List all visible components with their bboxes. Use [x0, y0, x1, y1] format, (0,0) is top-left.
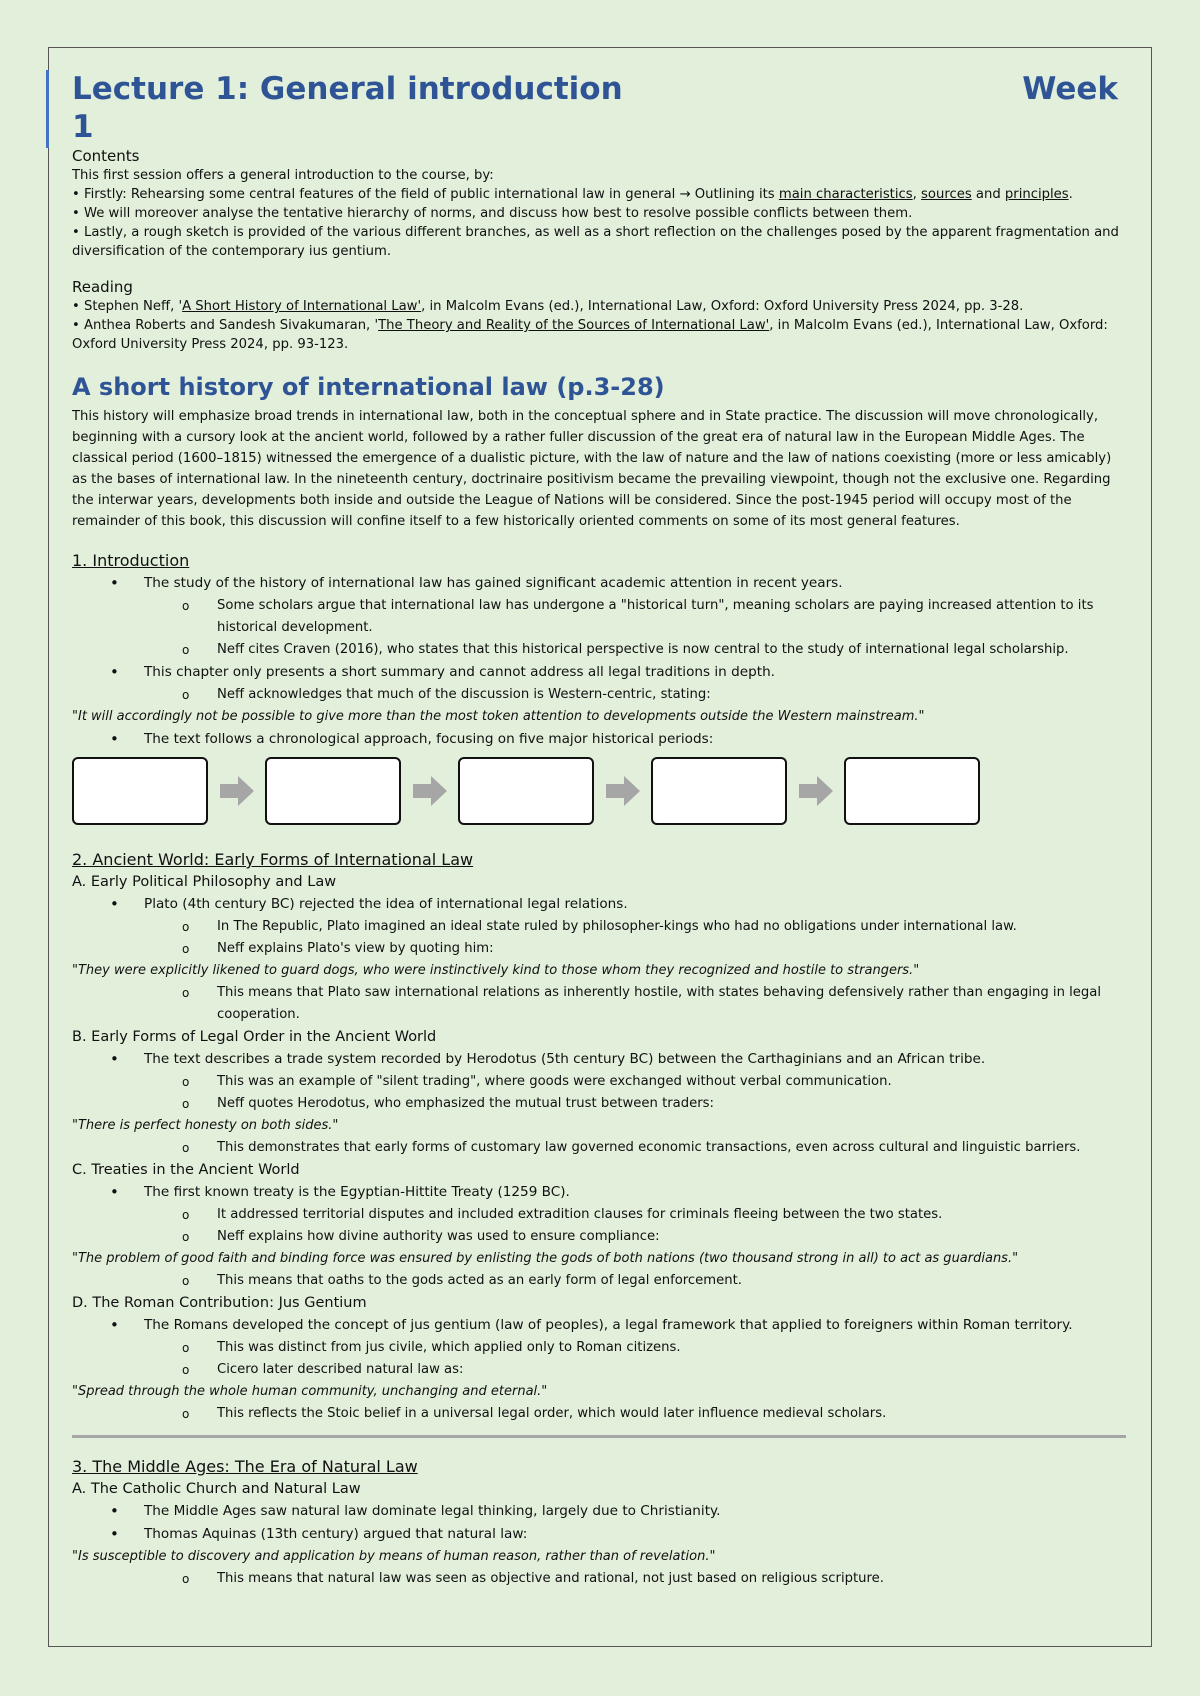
sub-bullet-icon: o — [182, 1407, 190, 1421]
horizontal-divider — [72, 1435, 1126, 1438]
list-item: o This was an example of "silent trading", where goods were exchanged without verbal communication. — [72, 1071, 1126, 1093]
arrow-right-icon — [401, 776, 458, 806]
sub-bullet-icon: o — [182, 688, 190, 702]
contents-bullet: • Firstly: Rehearsing some central features of the field of public international law in general → Outlining its main characteristics, sources and principles. — [72, 187, 1073, 202]
subsection-heading: A. Early Political Philosophy and Law — [72, 874, 337, 890]
bullet-icon: • — [110, 574, 119, 592]
list-item: o This reflects the Stoic belief in a universal legal order, which would later influence medieval scholars. — [72, 1403, 1126, 1425]
contents-intro: This first session offers a general introduction to the course, by: — [72, 168, 494, 183]
sub-bullet-icon: o — [182, 1097, 190, 1111]
reading-item: • Stephen Neff, 'A Short History of International Law', in Malcolm Evans (ed.), International Law, Oxford: Oxford University Press 2024, pp. 3-28. — [72, 299, 1024, 314]
bullet-icon: • — [110, 1316, 119, 1334]
bullet-icon: • — [110, 1183, 119, 1201]
quote: "They were explicitly likened to guard dogs, who were instinctively kind to those whom they recognized and hostile to strangers." — [72, 963, 920, 978]
list-item: o Neff acknowledges that much of the discussion is Western-centric, stating: — [72, 684, 1126, 706]
principles-link[interactable]: principles — [1004, 187, 1069, 202]
list-item: o This was distinct from jus civile, which applied only to Roman citizens. — [72, 1337, 1126, 1359]
quote: "Is susceptible to discovery and application by means of human reason, rather than of revelation." — [72, 1549, 716, 1564]
main-characteristics-link[interactable]: main characteristics — [778, 187, 913, 202]
list-item: • The Romans developed the concept of jus gentium (law of peoples), a legal framework that applied to foreigners within Roman territory. — [72, 1314, 1126, 1337]
sub-bullet-icon: o — [182, 1572, 190, 1586]
reading-item: • Anthea Roberts and Sandesh Sivakumaran, 'The Theory and Reality of the Sources of International Law', in Malcolm Evans (ed.), International Law, Oxford: Oxford University Press 2024, pp. 93-123. — [72, 318, 1108, 352]
subsection-heading: A. The Catholic Church and Natural Law — [72, 1481, 361, 1497]
list-item: o This demonstrates that early forms of customary law governed economic transactions, even across cultural and linguistic barriers. — [72, 1137, 1126, 1159]
document-body — [72, 70, 1126, 1590]
section-3-heading: 3. The Middle Ages: The Era of Natural Law — [72, 1457, 418, 1476]
list-item: o In The Republic, Plato imagined an ideal state ruled by philosopher-kings who had no obligations under international law. — [72, 916, 1126, 938]
list-item: o This means that natural law was seen as objective and rational, not just based on religious scripture. — [72, 1568, 1126, 1590]
list-item: • The text describes a trade system recorded by Herodotus (5th century BC) between the Carthaginians and an African tribe. — [72, 1048, 1126, 1071]
sub-bullet-icon: o — [182, 1141, 190, 1155]
section-2-heading: 2. Ancient World: Early Forms of International Law — [72, 850, 474, 869]
arrow-right-icon — [594, 776, 651, 806]
bullet-icon: • — [110, 663, 119, 681]
list-item: o Some scholars argue that international law has undergone a "historical turn", meaning scholars are paying increased attention to its historical development. — [72, 595, 1126, 639]
list-item: • The first known treaty is the Egyptian-Hittite Treaty (1259 BC). — [72, 1181, 1126, 1204]
sub-bullet-icon: o — [182, 1075, 190, 1089]
list-item: o This means that oaths to the gods acted as an early form of legal enforcement. — [72, 1270, 1126, 1292]
sub-bullet-icon: o — [182, 942, 190, 956]
bullet-icon: • — [110, 1502, 119, 1520]
history-paragraph: This history will emphasize broad trends in international law, both in the conceptual sphere and in State practice. The discussion will move chronologically, beginning with a cursory look at the ancient world, followed by a rather fuller discussion of the great era of natural law in the European Middle Ages. The classical period (1600–1815) witnessed the emergence of a dualistic picture, with the law of nature and the law of nations coexisting (more or less amicably) as the bases of international law. In the nineteenth century, doctrinaire positivism became the prevailing viewpoint, though not the exclusive one. Regarding the interwar years, developments both inside and outside the League of Nations will be considered. Since the post-1945 period will occupy most of the remainder of this book, this discussion will confine itself to a few historically oriented comments on some of its most general features. — [72, 409, 1112, 529]
period-box[interactable] — [458, 757, 594, 825]
sub-bullet-icon: o — [182, 920, 190, 934]
history-heading: A short history of international law (p.3-28) — [72, 373, 665, 401]
sources-link[interactable]: sources — [921, 187, 972, 202]
contents-label: Contents — [72, 147, 140, 165]
sub-bullet-icon: o — [182, 986, 190, 1000]
title-accent-bar — [46, 70, 49, 148]
sub-bullet-icon: o — [182, 1274, 190, 1288]
subsection-heading: C. Treaties in the Ancient World — [72, 1162, 300, 1178]
sub-bullet-icon: o — [182, 1208, 190, 1222]
subsection-heading: B. Early Forms of Legal Order in the Ancient World — [72, 1029, 437, 1045]
week-number: 1 — [72, 109, 94, 145]
reading-link[interactable]: The Theory and Reality of the Sources of International Law' — [378, 318, 770, 333]
sub-bullet-icon: o — [182, 1363, 190, 1377]
list-item: o It addressed territorial disputes and included extradition clauses for criminals fleeing between the two states. — [72, 1204, 1126, 1226]
bullet-icon: • — [110, 895, 119, 913]
quote: "The problem of good faith and binding force was ensured by enlisting the gods of both nations (two thousand strong in all) to act as guardians." — [72, 1251, 1019, 1266]
quote: "Spread through the whole human community, unchanging and eternal." — [72, 1384, 548, 1399]
section-1-heading: 1. Introduction — [72, 551, 190, 570]
sub-bullet-icon: o — [182, 599, 190, 613]
sub-bullet-icon: o — [182, 1230, 190, 1244]
list-item: • The Middle Ages saw natural law dominate legal thinking, largely due to Christianity. — [72, 1500, 1126, 1523]
period-box[interactable] — [265, 757, 401, 825]
list-item: o This means that Plato saw international relations as inherently hostile, with states behaving defensively rather than engaging in legal cooperation. — [72, 982, 1126, 1026]
period-box[interactable] — [844, 757, 980, 825]
period-box[interactable] — [651, 757, 787, 825]
reading-label: Reading — [72, 278, 133, 296]
subsection-heading: D. The Roman Contribution: Jus Gentium — [72, 1295, 367, 1311]
list-item: o Neff cites Craven (2016), who states that this historical perspective is now central to the study of international legal scholarship. — [72, 639, 1126, 661]
bullet-icon: • — [110, 1050, 119, 1068]
week-label: Week — [1022, 71, 1118, 107]
bullet-icon: • — [110, 730, 119, 748]
list-item: o Cicero later described natural law as: — [72, 1359, 1126, 1381]
page-title — [72, 70, 1126, 146]
sub-bullet-icon: o — [182, 1341, 190, 1355]
list-item: • This chapter only presents a short summary and cannot address all legal traditions in depth. — [72, 661, 1126, 684]
list-item: • The text follows a chronological approach, focusing on five major historical periods: — [72, 728, 1126, 751]
arrow-right-icon — [208, 776, 265, 806]
sub-bullet-icon: o — [182, 643, 190, 657]
contents-bullet: • Lastly, a rough sketch is provided of the various different branches, as well as a short reflection on the challenges posed by the apparent fragmentation and diversification of the contemporary ius gentium. — [72, 225, 1119, 259]
reading-link[interactable]: A Short History of International Law' — [182, 299, 422, 314]
contents-bullet: • We will moreover analyse the tentative hierarchy of norms, and discuss how best to resolve possible conflicts between them. — [72, 206, 913, 221]
quote: "There is perfect honesty on both sides." — [72, 1118, 339, 1133]
periods-flow-diagram — [72, 755, 1126, 827]
list-item: • The study of the history of international law has gained significant academic attention in recent years. — [72, 572, 1126, 595]
quote: "It will accordingly not be possible to give more than the most token attention to developments outside the Western mainstream." — [72, 709, 925, 724]
list-item: o Neff quotes Herodotus, who emphasized the mutual trust between traders: — [72, 1093, 1126, 1115]
list-item: o Neff explains how divine authority was used to ensure compliance: — [72, 1226, 1126, 1248]
list-item: o Neff explains Plato's view by quoting him: — [72, 938, 1126, 960]
arrow-right-icon — [787, 776, 844, 806]
bullet-icon: • — [110, 1525, 119, 1543]
title-text: Lecture 1: General introduction — [72, 71, 623, 107]
list-item: • Plato (4th century BC) rejected the idea of international legal relations. — [72, 893, 1126, 916]
list-item: • Thomas Aquinas (13th century) argued that natural law: — [72, 1523, 1126, 1546]
period-box[interactable] — [72, 757, 208, 825]
